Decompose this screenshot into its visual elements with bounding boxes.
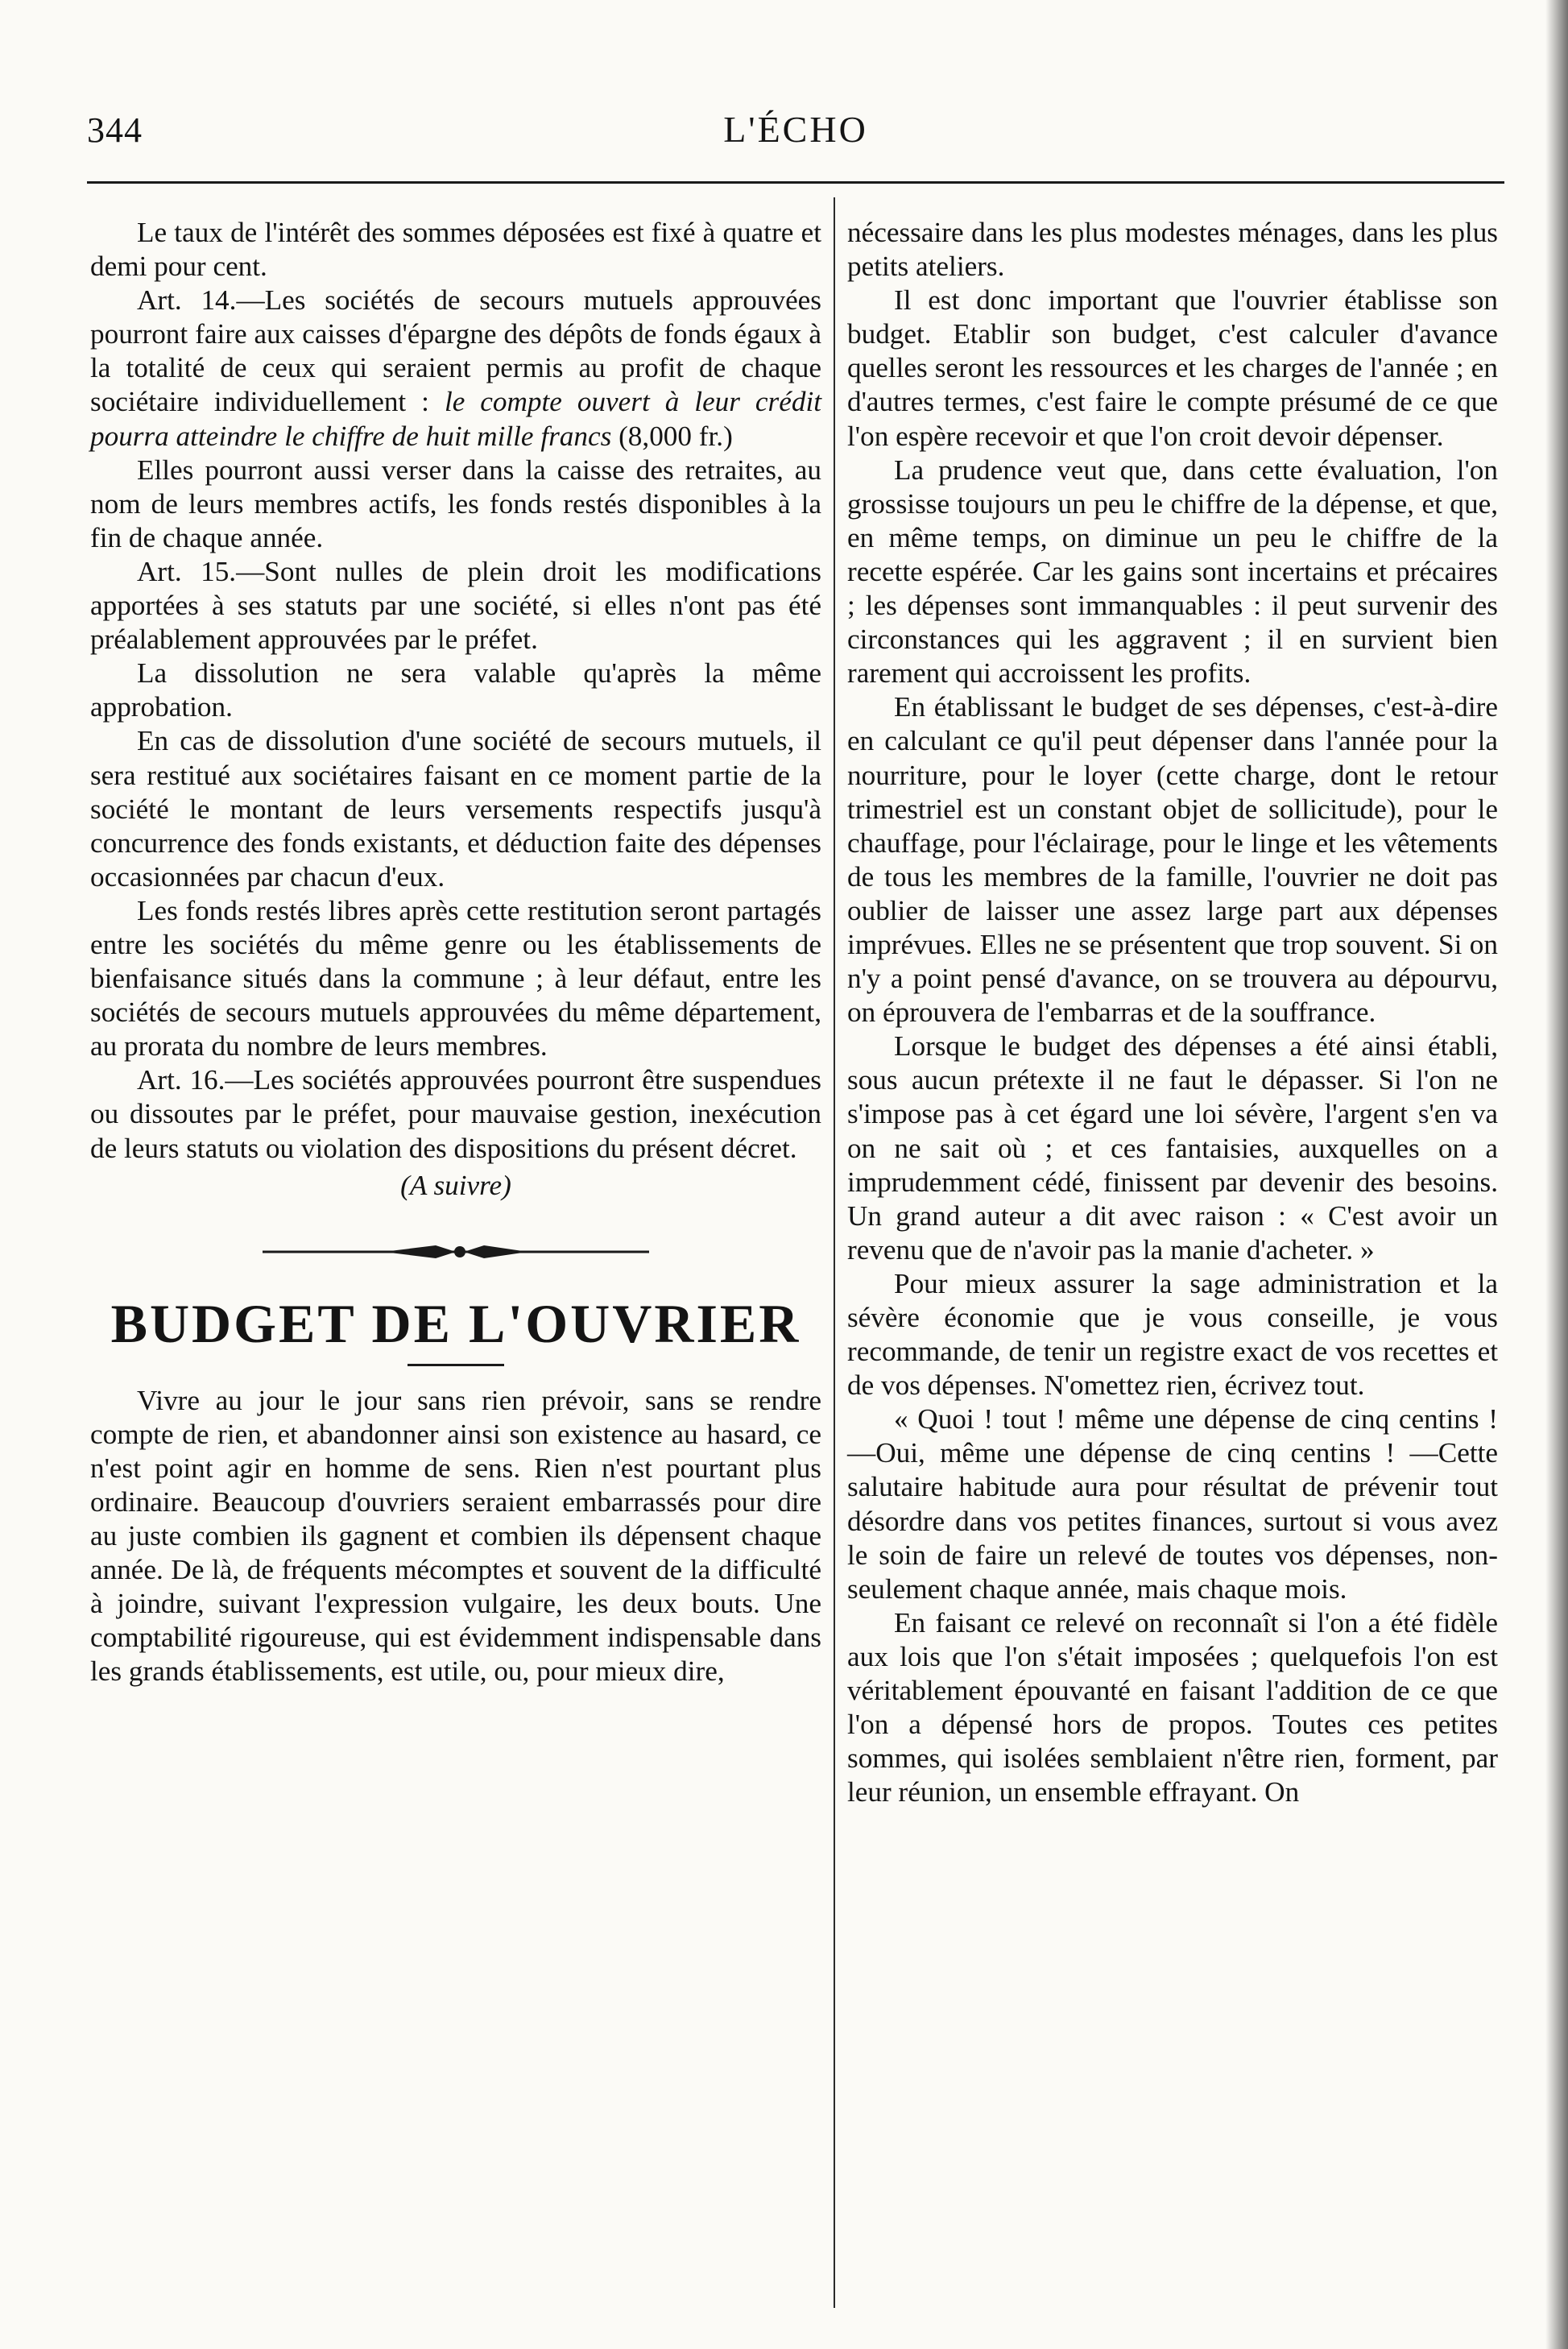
- paragraph: Les fonds restés libres après cette restitution seront partagés entre les sociétés du même genre ou les établissements de bienfaisance situés dans la commune ; à leur défaut, entre les sociétés de secours mutuels approuvées du même département, au prorata du nombre de leurs membres.: [90, 894, 821, 1063]
- page-edge-shadow: [1545, 0, 1568, 2349]
- section-title: BUDGET DE L'OUVRIER: [110, 1292, 801, 1354]
- paragraph: nécessaire dans les plus modestes ménages, dans les plus petits ateliers.: [847, 217, 1498, 283]
- column-divider: [834, 197, 835, 2308]
- right-column: [847, 216, 1498, 1809]
- page-number: 344: [87, 110, 143, 150]
- paragraph: Vivre au jour le jour sans rien prévoir, sans se rendre compte de rien, et abandonner ainsi son existence au hasard, ce n'est point agir en homme de sens. Rien n'est pourtant plus ordinaire. Beaucoup d'ouvriers seraient embarrassés pour dire au juste combien ils gagnent et combien ils dépensent chaque année. De là, de fréquents mécomptes et souvent de la difficulté à joindre, suivant l'expression vulgaire, les deux bouts. Une comptabilité rigoureuse, qui est évidemment indispensable dans les grands établissements, est utile, ou, pour mieux dire,: [90, 1384, 821, 1688]
- page-header: [87, 103, 1504, 151]
- paragraph: La dissolution ne sera valable qu'après la même approbation.: [90, 657, 821, 723]
- paragraph: Le taux de l'intérêt des sommes déposées est fixé à quatre et demi pour cent.: [90, 217, 821, 283]
- paragraph: Lorsque le budget des dépenses a été ainsi établi, sous aucun prétexte il ne faut le dépasser. Si l'on ne s'impose pas à cet égard une loi sévère, l'argent s'en va on ne sait où ; et ces fantaisies, auxquelles on a imprudemment cédé, finissent par devenir des besoins. Un grand auteur a dit avec raison : « C'est avoir un revenu que de n'avoir pas la manie d'acheter. »: [847, 1030, 1498, 1266]
- title-rule: [408, 1364, 504, 1366]
- art14-italic: le compte ouvert à leur crédit pourra atteindre le chiffre de huit mille francs: [90, 386, 822, 452]
- paragraph: La prudence veut que, dans cette évaluation, l'on grossisse toujours un peu le chiffre de la dépense, et que, en même temps, on diminue un peu le chiffre de la recette espérée. Car les gains sont incertains et précaires ; les dépenses sont immanquables : il peut survenir des circonstances qui les aggravent ; il en survient bien rarement qui accroissent les profits.: [847, 454, 1498, 690]
- paragraph: En faisant ce relevé on reconnaît si l'on a été fidèle aux lois que l'on s'était imposées ; quelquefois l'on est véritablement épouvanté en faisant l'addition de ce que l'on a dépensé hors de propos. Toutes ces petites sommes, qui isolées semblaient n'être rien, forment, par leur réunion, un ensemble effrayant. On: [847, 1606, 1498, 1808]
- art14-text: Art. 14.—Les sociétés de secours mutuels approuvées pourront faire aux caisses d'épargne des dépôts de fonds égaux à la totalité de ceux qui seraient permis au profit de chaque sociétaire individuellement :: [90, 284, 821, 418]
- running-title: L'ÉCHO: [723, 109, 868, 150]
- to-be-continued: (A suivre): [400, 1169, 511, 1201]
- paragraph: En établissant le budget de ses dépenses, c'est-à-dire en calculant ce qu'il peut dépenser dans l'année pour la nourriture, pour le loyer (cette charge, dont le retour trimestriel est un constant objet de sollicitude), pour le chauffage, pour l'éclairage, pour le linge et les vêtements de tous les membres de la famille, l'ouvrier ne doit pas oublier de laisser une assez large part aux dépenses imprévues. Elles ne se présentent que trop souvent. Si on n'y a point pensé d'avance, on se trouvera au dépourvu, on éprouvera de l'embarras et de la souffrance.: [847, 691, 1498, 1029]
- header-rule: [87, 181, 1504, 184]
- paragraph-art-14: [90, 284, 821, 453]
- left-column: [90, 216, 821, 1689]
- ornament-divider: [263, 1240, 649, 1264]
- paragraph: Elles pourront aussi verser dans la caisse des retraites, au nom de leurs membres actifs, les fonds restés disponibles à la fin de chaque année.: [90, 454, 821, 553]
- paragraph: En cas de dissolution d'une société de secours mutuels, il sera restitué aux sociétaires faisant en ce moment partie de la société le montant de leurs versements respectifs jusqu'à concurrence des fonds existants, et déduction faite des dépenses occasionnées par chacun d'eux.: [90, 725, 821, 893]
- paragraph: Pour mieux assurer la sage administration et la sévère économie que je vous conseille, je vous recommande, de tenir un registre exact de vos recettes et de vos dépenses. N'omettez rien, écrivez tout.: [847, 1267, 1498, 1402]
- paragraph-art-15: Art. 15.—Sont nulles de plein droit les modifications apportées à ses statuts par une société, si elles n'ont pas été préalablement approuvées par le préfet.: [90, 555, 821, 656]
- art14-tail: (8,000 fr.): [611, 420, 733, 452]
- paragraph: Il est donc important que l'ouvrier établisse son budget. Etablir son budget, c'est calculer d'avance quelles seront les ressources et les charges de l'année ; en d'autres termes, c'est faire le compte présumé de ce que l'on espère recevoir et que l'on croit devoir dépenser.: [847, 284, 1498, 452]
- paragraph: « Quoi ! tout ! même une dépense de cinq centins ! —Oui, même une dépense de cinq centins ! —Cette salutaire habitude aura pour résultat de prévenir tout désordre dans vos petites finances, surtout si vous avez le soin de faire un relevé de toutes vos dépenses, non-seulement chaque année, mais chaque mois.: [847, 1403, 1498, 1605]
- paragraph-art-16: Art. 16.—Les sociétés approuvées pourront être suspendues ou dissoutes par le préfet, pour mauvaise gestion, inexécution de leurs statuts ou violation des dispositions du présent décret.: [90, 1064, 821, 1164]
